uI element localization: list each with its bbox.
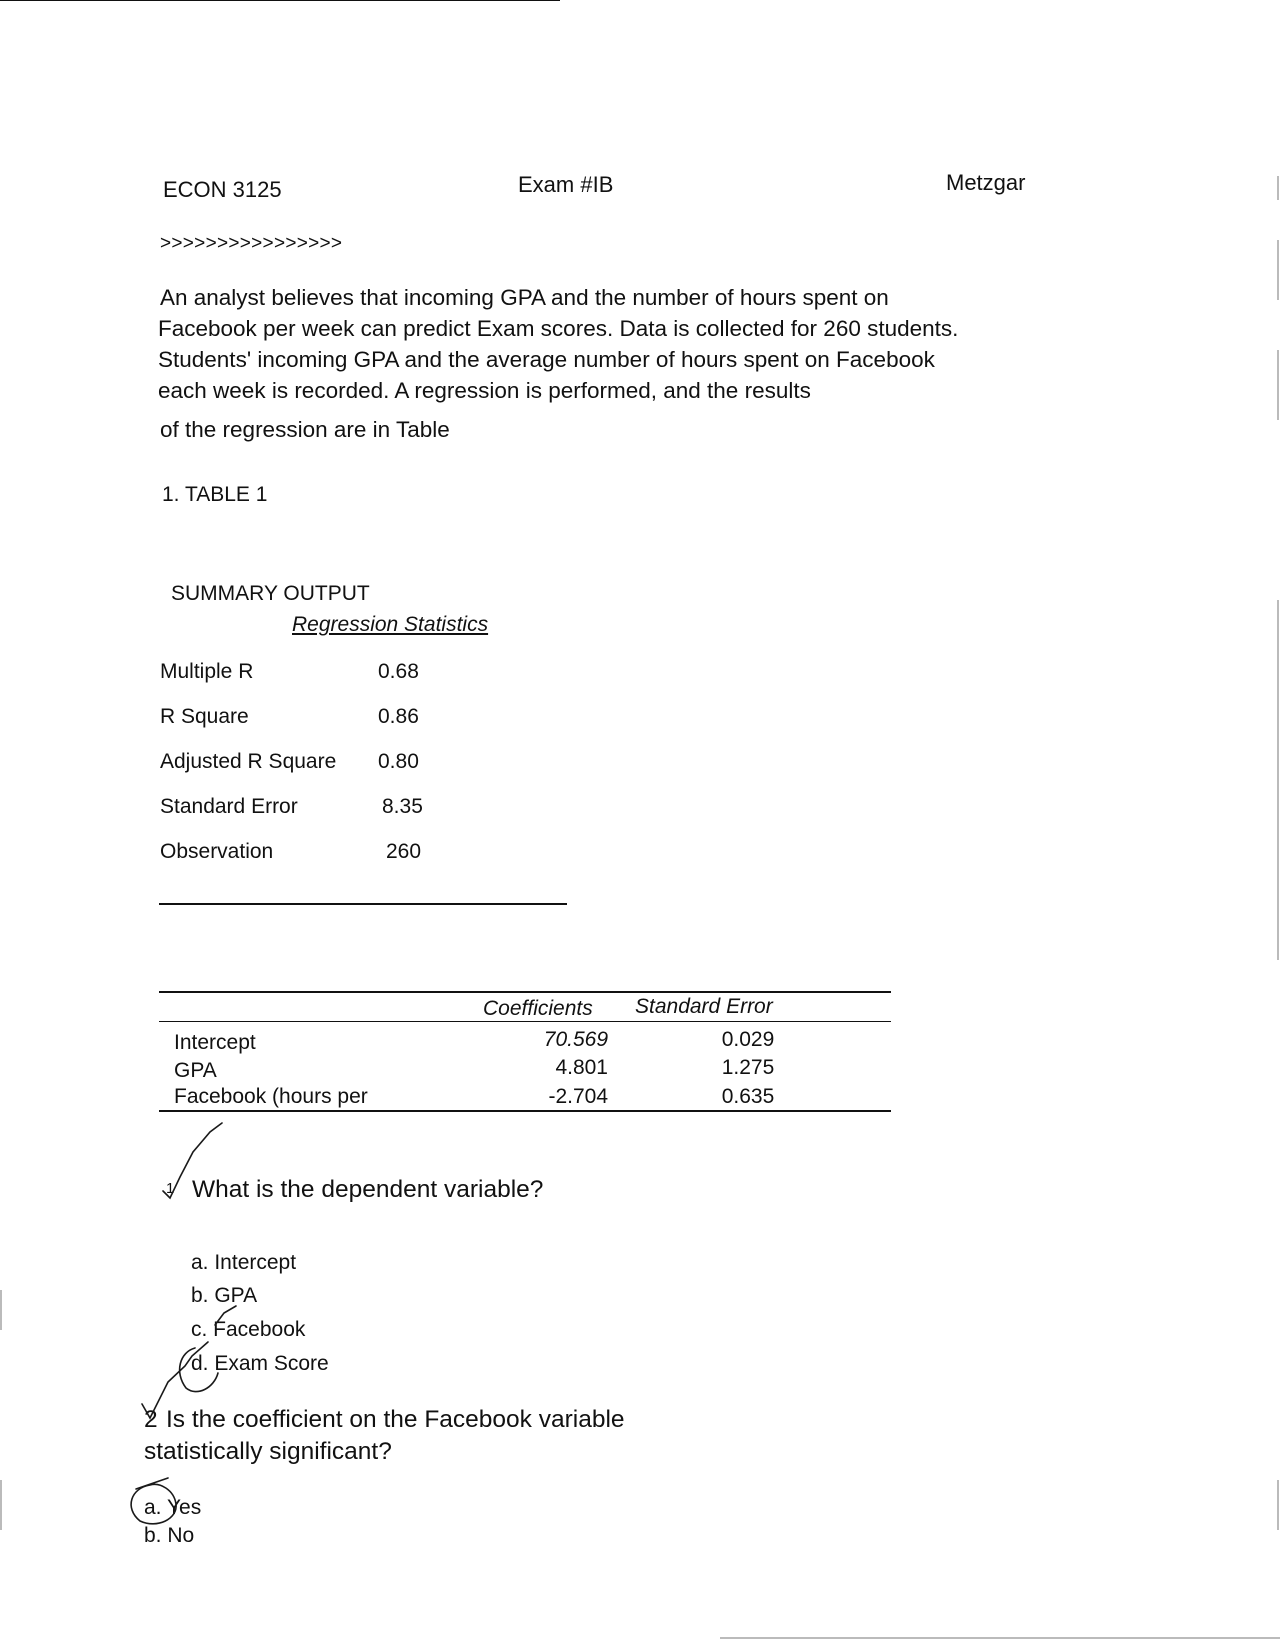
stat-value-standard-error: 8.35 xyxy=(382,795,423,818)
summary-title: SUMMARY OUTPUT xyxy=(171,582,370,605)
coef-row-intercept-name: Intercept xyxy=(174,1031,256,1054)
q1-option-d-circle xyxy=(180,1348,218,1392)
q1-text: What is the dependent variable? xyxy=(192,1176,544,1203)
q1-check-mark xyxy=(163,1123,222,1198)
separator-arrows: >>>>>>>>>>>>>>>> xyxy=(160,233,343,254)
coef-header-coefficients: Coefficients xyxy=(483,997,593,1020)
coef-row-facebook-name: Facebook (hours per xyxy=(174,1085,368,1108)
q2-option-a[interactable]: a. Yes xyxy=(144,1496,202,1519)
coef-row-gpa-se: 1.275 xyxy=(721,1056,775,1079)
coef-row-facebook-coef: -2.704 xyxy=(548,1085,608,1108)
coef-row-gpa-name: GPA xyxy=(174,1059,217,1082)
intro-line-1: An analyst believes that incoming GPA and the number of hours spent on xyxy=(160,285,889,310)
intro-line-3: Students' incoming GPA and the average number of hours spent on Facebook xyxy=(158,347,935,372)
stat-label-multiple-r: Multiple R xyxy=(160,660,254,683)
instructor-name: Metzgar xyxy=(946,170,1026,195)
stat-label-observation: Observation xyxy=(160,840,274,863)
table-label: 1. TABLE 1 xyxy=(162,483,268,506)
q1-option-b[interactable]: b. GPA xyxy=(191,1284,258,1307)
intro-line-5: of the regression are in Table xyxy=(160,417,450,442)
coef-header-standard-error: Standard Error xyxy=(635,995,773,1018)
q2-option-a-circle xyxy=(131,1484,176,1523)
q1-option-d[interactable]: d. Exam Score xyxy=(191,1352,329,1375)
coef-row-intercept-se: 0.029 xyxy=(721,1028,775,1051)
intro-line-4: each week is recorded. A regression is performed, and the results xyxy=(158,378,811,403)
q1-option-c-strike xyxy=(215,1306,236,1325)
intro-line-2: Facebook per week can predict Exam scores. Data is collected for 260 students. xyxy=(158,316,959,341)
q1-number: 1 xyxy=(166,1180,175,1197)
q2-option-b[interactable]: b. No xyxy=(144,1524,195,1547)
course-code: ECON 3125 xyxy=(163,177,282,202)
coef-row-gpa-coef: 4.801 xyxy=(555,1056,608,1079)
q2-text-line-1: Is the coefficient on the Facebook variable xyxy=(166,1406,625,1433)
stat-label-standard-error: Standard Error xyxy=(160,795,298,818)
coef-row-intercept-coef: 70.569 xyxy=(543,1028,608,1051)
coef-row-facebook-se: 0.635 xyxy=(721,1085,775,1108)
stat-value-observation: 260 xyxy=(386,840,422,863)
stat-value-adjusted-r-square: 0.80 xyxy=(378,750,419,773)
stat-label-r-square: R Square xyxy=(160,705,249,728)
q1-option-a[interactable]: a. Intercept xyxy=(191,1251,297,1274)
stat-label-adjusted-r-square: Adjusted R Square xyxy=(160,750,337,773)
q2-text-line-2: statistically significant? xyxy=(144,1438,392,1465)
exam-title: Exam #IB xyxy=(518,172,614,197)
q1-option-c[interactable]: c. Facebook xyxy=(191,1318,306,1341)
q2-check-mark xyxy=(142,1342,208,1418)
scan-margin-marks xyxy=(1,176,1280,1638)
stat-value-r-square: 0.86 xyxy=(378,705,419,728)
q2-number: 2 xyxy=(144,1406,158,1433)
summary-subtitle: Regression Statistics xyxy=(292,613,489,636)
stat-value-multiple-r: 0.68 xyxy=(378,660,419,683)
